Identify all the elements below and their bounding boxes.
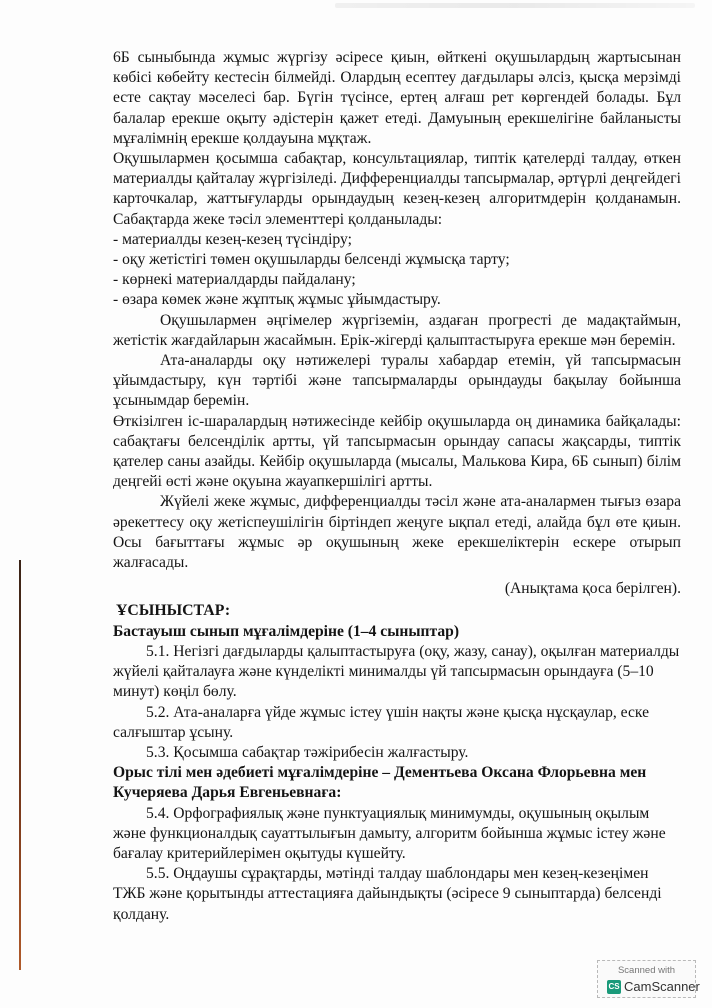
paragraph-conversations: Оқушылармен әңгімелер жүргіземін, аздаған прогресті де мадақтаймын, жетістік жағдайларын жасаймын. Ерік-жігерді қалыптастыруға ерекше мән беремін. xyxy=(113,311,681,349)
recommendation-item: 5.3. Қосымша сабақтар тәжірибесін жалғастыру. xyxy=(146,743,469,761)
group-1-title: Бастауыш сынып мұғалімдеріне (1–4 сыныптар) xyxy=(113,622,460,640)
list-item: - оқу жетістігі төмен оқушыларды белсенді жұмысқа тарту; xyxy=(113,251,510,269)
watermark-brand-row xyxy=(607,979,700,994)
list-item: - материалды кезең-кезең түсіндіру; xyxy=(113,230,352,248)
watermark-caption: Scanned with xyxy=(617,965,676,976)
paragraph-conclusion: Жүйелі жеке жұмыс, дифференциалды тәсіл және ата-аналармен тығыз өзара әрекеттесу оқу жетіспеушілігін біртіндеп жеңуге ықпал етеді, алайда бұл өте қиын. Осы бағыттағы жұмыс әр оқушының жеке ерекшеліктерін ескере отырып жалғасады. xyxy=(113,493,681,572)
document-body xyxy=(113,48,681,925)
paragraph-results: Өткізілген іс-шаралардың нәтижесінде кейбір оқушыларда оң динамика байқалады: сабақтағы белсенділік артты, үй тапсырмасын орындау сапасы жақсарды, типтік қателер саны азайды. Кейбір оқушыларда (мысалы, Малькова Кира, 6Б сынып) білім деңгейі өсті және оқуына жауапкершілігі артты. xyxy=(113,412,681,491)
list-item: - өзара көмек және жұптық жұмыс ұйымдастыру. xyxy=(113,291,441,309)
recommendation-item: 5.4. Орфографиялық және пунктуациялық минимумды, оқушының оқылым және функционалдық сауаттылығын дамыту, алгоритм бойынша жұмыс істеу және бағалау критерийлерімен оқытуды күшейту. xyxy=(113,804,666,862)
recommendation-item: 5.1. Негізгі дағдыларды қалыптастыруға (оқу, жазу, санау), оқылған материалды жүйелі қайталауға және күнделікті минималды үй тапсырмасын орындауға (5–10 минут) көңіл бөлу. xyxy=(113,642,680,701)
camscanner-logo-icon: CS xyxy=(607,980,621,994)
paragraph-parents: Ата-аналарды оқу нәтижелері туралы хабардар етемін, үй тапсырмасын ұйымдастыру, күн тәртібі және тапсырмаларды орындауды бақылау бойынша ұсынымдар беремін. xyxy=(113,352,681,410)
camscanner-watermark xyxy=(597,960,700,998)
paragraph-class-6b: 6Б сыныбында жұмыс жүргізу әсіресе қиын, өйткені оқушылардың жартысынан көбісі көбейту кестесін білмейді. Олардың есептеу дағдылары әлсіз, қысқа мерзімді есте сақтау мәселесі бар. Бүгін түсінсе, ертең алғаш рет көргендей болады. Бұл балалар ерекше оқыту әдістерін қажет етеді. Дамуының ерекшелігіне байланысты мұғалімнің ерекше қолдауына мұқтаж. xyxy=(113,49,681,147)
recommendation-item: 5.5. Оңдаушы сұрақтарды, мәтінді талдау шаблондары мен кезең-кезеңімен ТЖБ және қорытынды аттестацияға дайындықты (әсіресе 9 сыныптарда) белсенді қолдану. xyxy=(113,865,662,923)
group-2-title: Орыс тілі мен әдебиеті мұғалімдеріне – Дементьева Оксана Флорьевна мен Кучеряева Дарья Евгеньевнаға: xyxy=(113,764,647,802)
paragraph-methods: Оқушылармен қосымша сабақтар, консультациялар, типтік қателерді талдау, өткен материалды қайталау жүргізіледі. Дифференциалды тапсырмалар, әртүрлі деңгейдегі карточкалар, жаттығуларды орындаудың кезең-кезең алгоритмдерін қолданамын. Сабақтарда жеке тәсіл элементтері қолданылады: xyxy=(113,150,681,228)
recommendations-heading: ҰСЫНЫСТАР: xyxy=(116,602,231,620)
page-edge-shadow xyxy=(19,560,21,970)
scan-artifact xyxy=(335,3,695,8)
methods-list xyxy=(113,230,681,311)
list-item: - көрнекі материалдарды пайдалану; xyxy=(113,271,356,289)
watermark-brand: CamScanner xyxy=(624,979,700,994)
recommendation-item: 5.2. Ата-аналарға үйде жұмыс істеу үшін нақты және қысқа нұсқаулар, еске салғыштар ұсыну. xyxy=(113,703,650,741)
attachment-note: (Анықтама қоса берілген). xyxy=(504,580,681,598)
